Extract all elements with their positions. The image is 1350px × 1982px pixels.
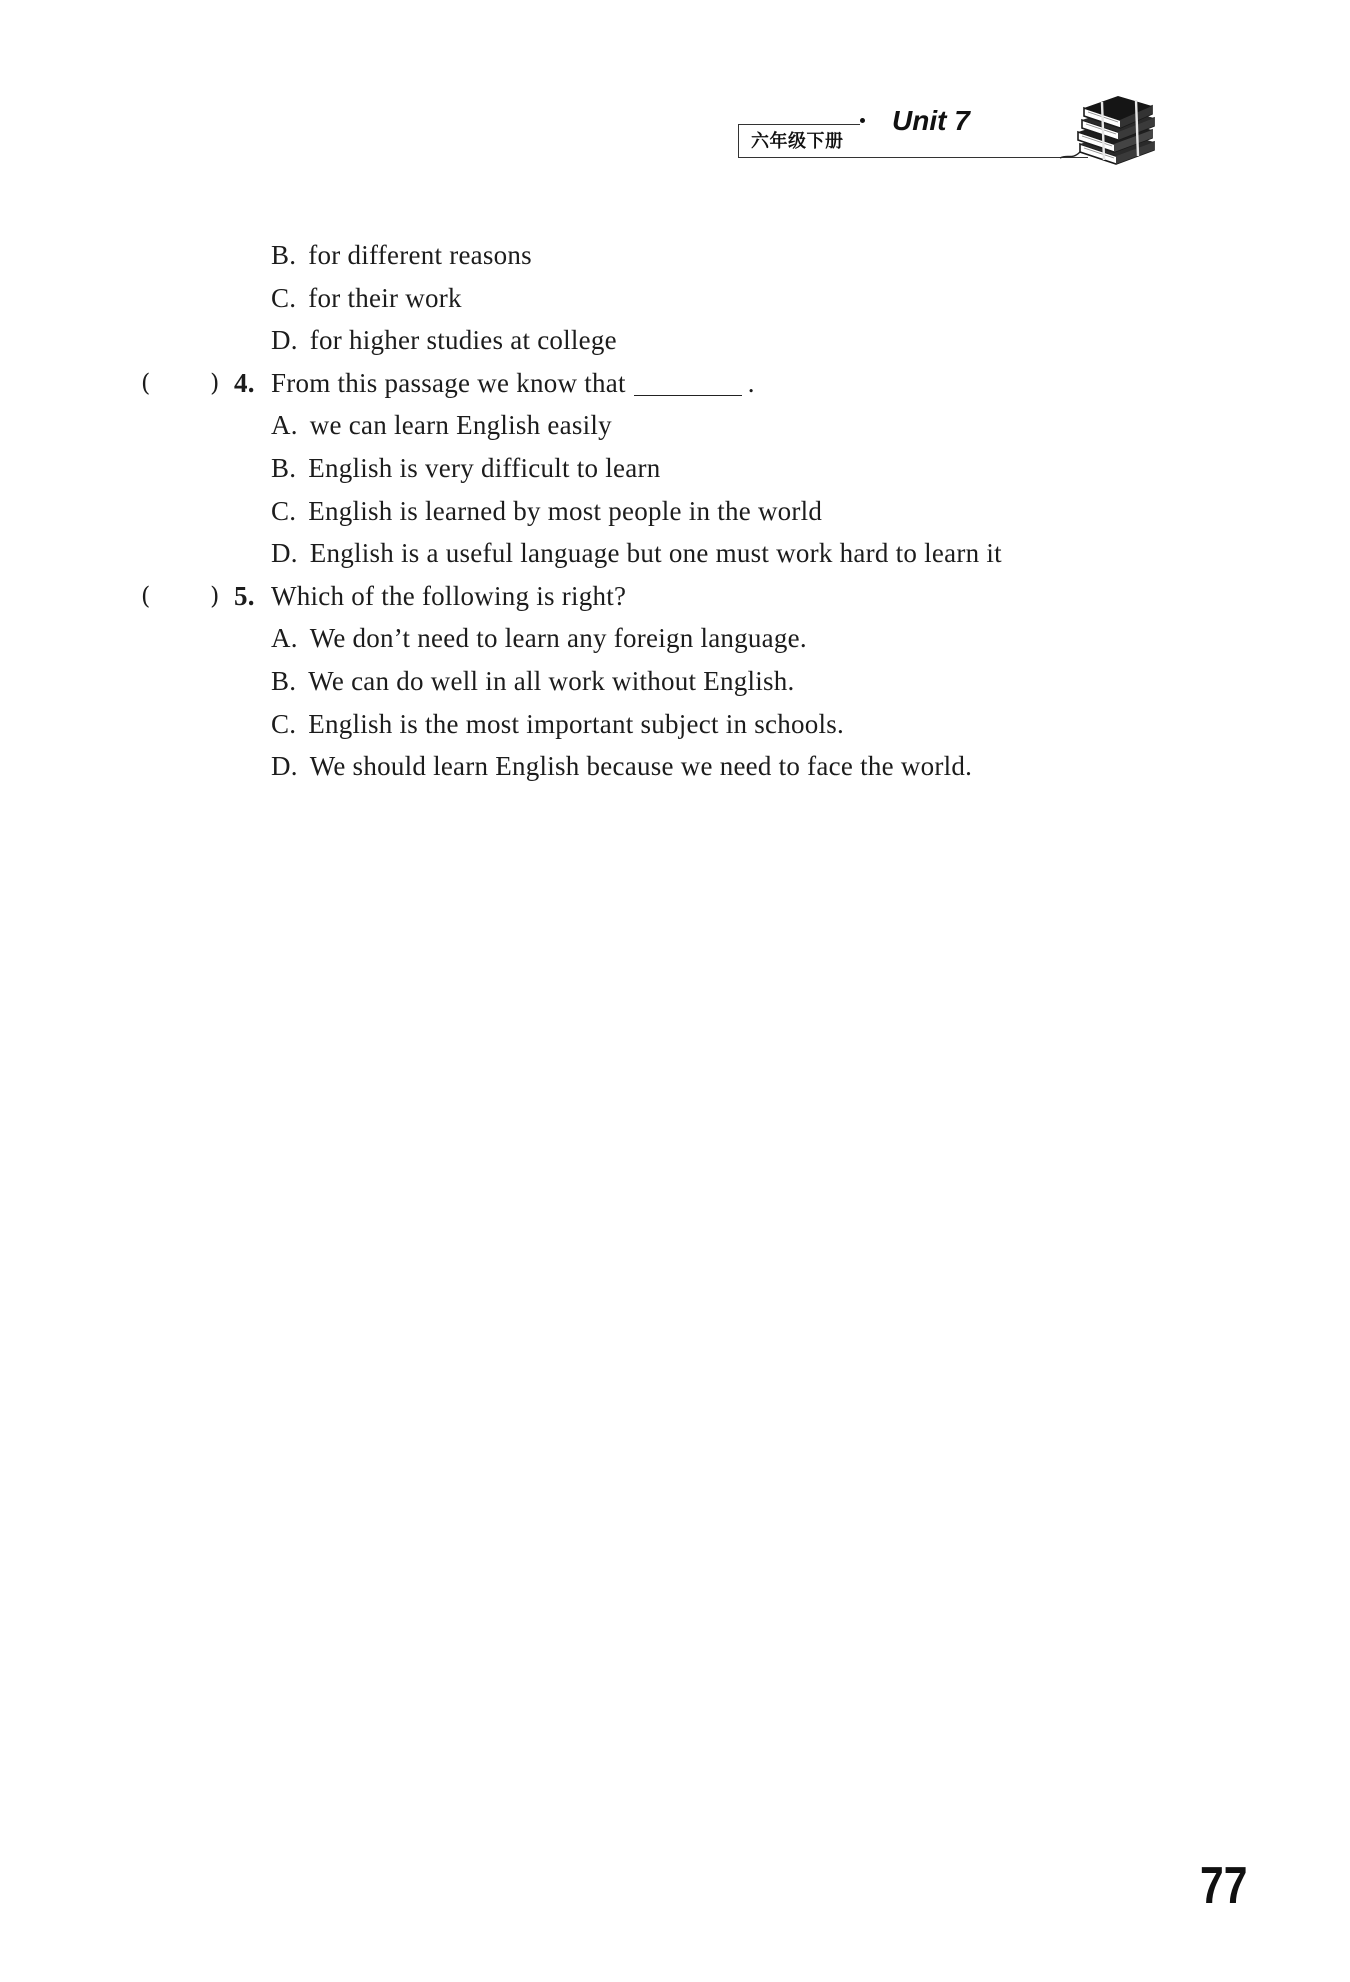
q4-option-b bbox=[0, 447, 1350, 490]
q5-option-c bbox=[0, 703, 1350, 746]
option-letter: B. bbox=[271, 452, 297, 483]
q5-stem-line bbox=[0, 575, 1350, 618]
option-letter: D. bbox=[271, 538, 298, 569]
header-dot bbox=[860, 118, 865, 123]
q3-option-d bbox=[0, 319, 1350, 362]
header-rule bbox=[738, 157, 1088, 158]
option-letter: A. bbox=[271, 410, 298, 441]
option-text: English is the most important subject in schools. bbox=[308, 708, 844, 739]
answer-paren-open: ( bbox=[141, 581, 151, 610]
answer-paren-close: ) bbox=[210, 581, 220, 610]
question-number: 5. bbox=[234, 580, 255, 611]
option-text: English is very difficult to learn bbox=[308, 452, 661, 483]
option-text: for different reasons bbox=[308, 240, 532, 270]
q4-option-c bbox=[0, 490, 1350, 533]
q5-option-a bbox=[0, 617, 1350, 660]
option-text: We should learn English because we need to face the world. bbox=[309, 751, 973, 782]
q3-option-c bbox=[0, 277, 1350, 320]
q5-option-d bbox=[0, 745, 1350, 788]
answer-paren-close: ) bbox=[210, 368, 220, 397]
questions bbox=[0, 234, 1350, 788]
option-letter: A. bbox=[271, 623, 298, 654]
question-stem-end: . bbox=[747, 367, 755, 398]
question-number: 4. bbox=[234, 367, 255, 398]
option-letter: B. bbox=[271, 240, 297, 270]
option-text: English is learned by most people in the world bbox=[308, 495, 823, 526]
option-text: we can learn English easily bbox=[309, 410, 612, 441]
q4-stem-line bbox=[0, 362, 1350, 405]
question-stem-text: Which of the following is right? bbox=[271, 580, 627, 611]
unit-title: Unit 7 bbox=[892, 105, 970, 136]
answer-paren-open: ( bbox=[141, 368, 151, 397]
q3-option-b bbox=[0, 234, 1350, 277]
option-text: English is a useful language but one must work hard to learn it bbox=[309, 538, 1002, 569]
q4-option-d bbox=[0, 532, 1350, 575]
option-letter: D. bbox=[271, 325, 298, 356]
books-icon bbox=[1058, 94, 1158, 168]
option-text: We don’t need to learn any foreign language. bbox=[309, 623, 807, 654]
question-stem bbox=[271, 362, 755, 405]
option-text: for higher studies at college bbox=[309, 325, 617, 356]
option-letter: C. bbox=[271, 282, 297, 313]
option-text: for their work bbox=[308, 282, 462, 313]
grade-label: 六年级下册 bbox=[738, 124, 860, 158]
q4-option-a bbox=[0, 404, 1350, 447]
option-text: We can do well in all work without English. bbox=[308, 665, 795, 696]
q5-option-b bbox=[0, 660, 1350, 703]
page-number: 77 bbox=[1200, 1857, 1248, 1915]
option-letter: C. bbox=[271, 708, 297, 739]
answer-blank bbox=[634, 394, 742, 396]
option-letter: B. bbox=[271, 665, 297, 696]
option-letter: D. bbox=[271, 751, 298, 782]
question-stem-text: From this passage we know that bbox=[271, 367, 626, 398]
option-letter: C. bbox=[271, 495, 297, 526]
